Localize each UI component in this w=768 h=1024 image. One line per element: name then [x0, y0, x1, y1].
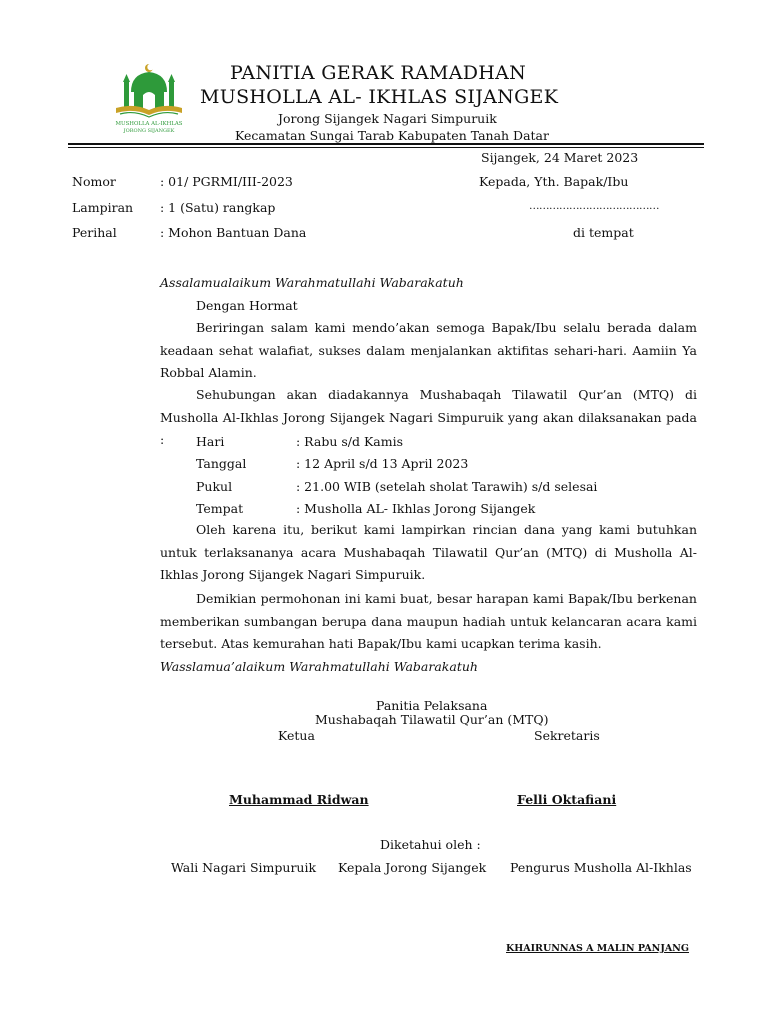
greeting: Dengan Hormat	[196, 298, 298, 313]
known-by-label: Diketahui oleh :	[380, 837, 481, 852]
header-title: PANITIA GERAK RAMADHAN	[230, 62, 527, 84]
logo-text: MUSHOLLA AL-IKHLAS	[115, 121, 183, 127]
header-address-1: Jorong Sijangek Nagari Simpuruik	[278, 111, 497, 126]
paragraph-4-text: Demikian permohonan ini kami buat, besar harapan kami Bapak/Ibu berkenan memberikan sumbangan berupa dana maupun hadiah untuk kelancaran acara kami tersebut. Atas kemurahan hati Bapak/Ibu kami ucapkan terima kasih.	[160, 591, 697, 651]
place-date: Sijangek, 24 Maret 2023	[481, 150, 639, 165]
paragraph-1	[160, 317, 697, 385]
detail-label: Pukul	[196, 479, 233, 494]
salam-close: Wasslamua’alaikum Warahmatullahi Wabarakatuh	[160, 659, 478, 674]
detail-label: Tempat	[196, 501, 244, 516]
paragraph-3-text: Oleh karena itu, berikut kami lampirkan rincian dana yang kami butuhkan untuk terlaksananya acara Mushabaqah Tilawatil Qur’an (MTQ) di Musholla Al-Ikhlas Jorong Sijangek Nagari Simpuruik.	[160, 522, 697, 582]
pengurus-label: Pengurus Musholla Al-Ikhlas	[510, 860, 692, 875]
paragraph-4	[160, 588, 697, 656]
detail-label: Tanggal	[196, 456, 247, 471]
detail-value: : Rabu s/d Kamis	[296, 434, 404, 449]
paragraph-2-text: Sehubungan akan diadakannya Mushabaqah Tilawatil Qur’an (MTQ) di Musholla Al-Ikhlas Jorong Sijangek Nagari Simpuruik yang akan dilaksanakan pada :	[160, 387, 697, 447]
perihal-value: : Mohon Bantuan Dana	[160, 225, 307, 240]
header-subtitle: MUSHOLLA AL- IKHLAS SIJANGEK	[200, 86, 559, 108]
logo-text: JORONG SIJANGEK	[123, 128, 175, 134]
wali-nagari-label: Wali Nagari Simpuruik	[171, 860, 317, 875]
sekretaris-name: Felli Oktafiani	[517, 792, 617, 807]
committee-label: Panitia Pelaksana	[376, 698, 488, 713]
kepala-jorong-label: Kepala Jorong Sijangek	[338, 860, 487, 875]
nomor-value: : 01/ PGRMI/III-2023	[160, 174, 293, 189]
lampiran-value: : 1 (Satu) rangkap	[160, 200, 276, 215]
header-divider	[68, 147, 704, 148]
detail-value: : 21.00 WIB (setelah sholat Tarawih) s/d selesai	[296, 479, 598, 494]
recipient-line-3: di tempat	[573, 225, 634, 240]
sekretaris-label: Sekretaris	[534, 728, 600, 743]
salam-open: Assalamualaikum Warahmatullahi Wabarakatuh	[160, 275, 464, 290]
detail-value: : 12 April s/d 13 April 2023	[296, 456, 469, 471]
paragraph-1-text: Beriringan salam kami mendo’akan semoga Bapak/Ibu selalu berada dalam keadaan sehat walafiat, sukses dalam menjalankan aktifitas sehari-hari. Aamiin Ya Robbal Alamin.	[160, 320, 697, 380]
perihal-label: Perihal	[72, 225, 117, 240]
header-divider	[68, 143, 704, 145]
lampiran-label: Lampiran	[72, 200, 134, 215]
pengurus-name: KHAIRUNNAS A MALIN PANJANG	[506, 943, 689, 954]
header-address-2: Kecamatan Sungai Tarab Kabupaten Tanah Datar	[235, 128, 549, 143]
nomor-label: Nomor	[72, 174, 116, 189]
ketua-label: Ketua	[278, 728, 315, 743]
recipient-line-2: …………………………………	[529, 200, 659, 212]
mosque-icon	[104, 62, 194, 134]
detail-value: : Musholla AL- Ikhlas Jorong Sijangek	[296, 501, 536, 516]
paragraph-3	[160, 519, 697, 587]
committee-event: Mushabaqah Tilawatil Qur’an (MTQ)	[315, 712, 549, 727]
detail-label: Hari	[196, 434, 225, 449]
paragraph-2	[160, 384, 697, 452]
ketua-name: Muhammad Ridwan	[229, 792, 369, 807]
recipient-line-1: Kepada, Yth. Bapak/Ibu	[479, 174, 629, 189]
